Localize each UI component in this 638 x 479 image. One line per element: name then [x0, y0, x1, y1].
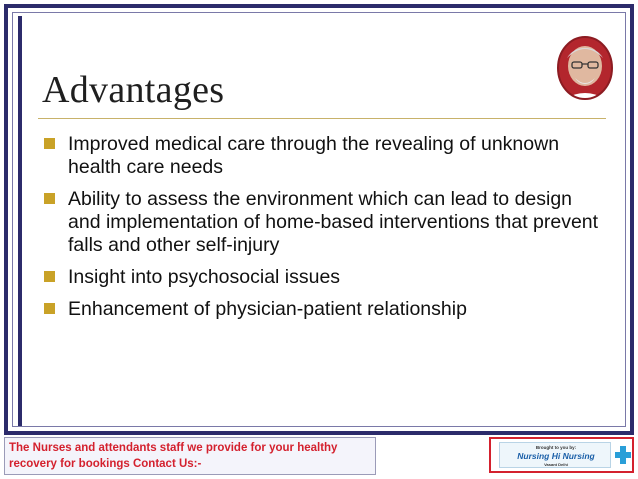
presenter-avatar-icon [557, 36, 613, 100]
list-item [44, 298, 604, 321]
footer-promo-banner[interactable]: The Nurses and attendants staff we provide for your healthy recovery for bookings Contact Us:- [4, 437, 376, 475]
slide-left-accent-bar [18, 16, 22, 426]
list-item [44, 266, 604, 289]
logo-name: Nursing Hi Nursing [517, 451, 595, 461]
slide-title: Advantages [42, 69, 225, 111]
list-item [44, 188, 604, 257]
bullet-text: Enhancement of physician-patient relationship [68, 298, 467, 320]
medical-cross-icon [615, 446, 631, 464]
logo-panel [499, 442, 611, 468]
title-divider [38, 118, 606, 119]
bullet-text: Insight into psychosocial issues [68, 266, 341, 288]
list-item [44, 133, 604, 179]
bullet-text: Improved medical care through the revealing of unknown health care needs [68, 133, 560, 178]
bullet-list [44, 133, 604, 330]
logo-location: Vasant Delhi [544, 462, 568, 467]
square-bullet-icon [44, 138, 55, 149]
square-bullet-icon [44, 193, 55, 204]
nursing-logo[interactable] [489, 437, 634, 473]
bullet-text: Ability to assess the environment which can lead to design and implementation of home-based interventions that prevent falls and other self-injury [68, 188, 599, 256]
logo-top-line: Brought to you by: [535, 445, 577, 450]
square-bullet-icon [44, 303, 55, 314]
square-bullet-icon [44, 271, 55, 282]
